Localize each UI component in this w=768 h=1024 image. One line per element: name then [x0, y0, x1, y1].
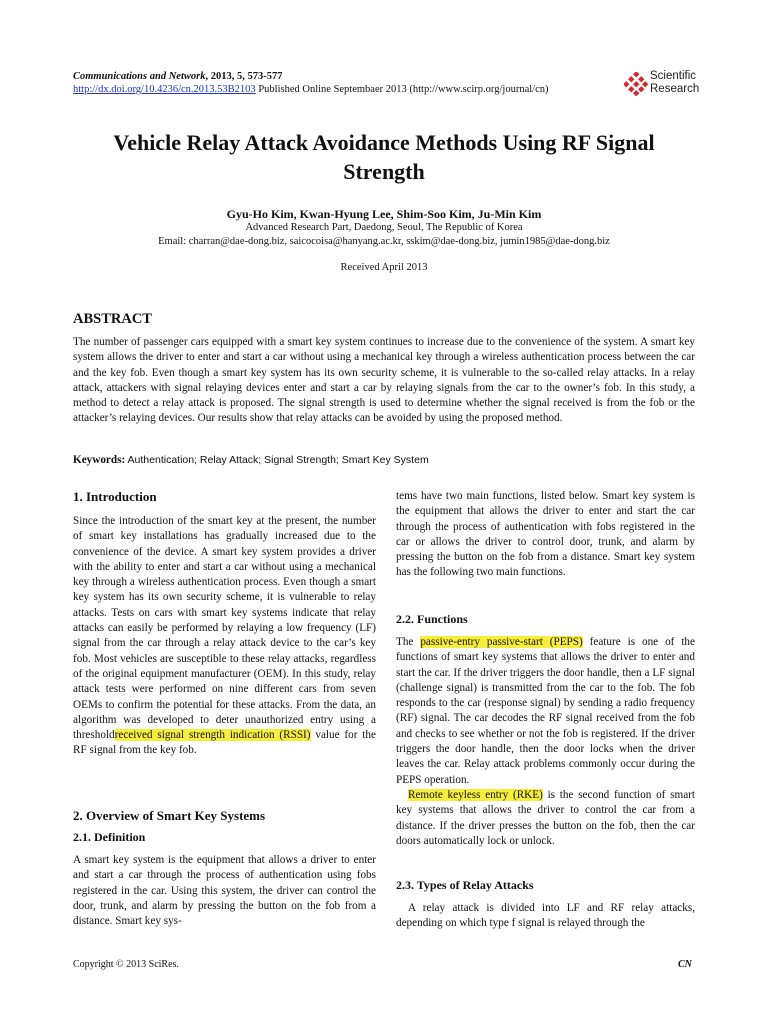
scirp-logo-icon [624, 72, 648, 96]
copyright: Copyright © 2013 SciRes. [73, 959, 179, 970]
doi-link[interactable]: http://dx.doi.org/10.4236/cn.2013.53B2103 [73, 84, 256, 95]
peps-highlight: passive-entry passive-start (PEPS) [420, 636, 583, 648]
section-1-text: Since the introduction of the smart key at the present, the number of smart key installations has gradually increased due to the convenience of the device. A smart key system provides a driver with the ability to enter and start a car without using a mechanical key through a wireless authentication process. Even though a smart key system has its own security scheme, it is vulnerable to relay attacks. Tests on cars with smart key systems indicate that relay attacks can easily be performed by relaying a low frequency (LF) signal from the car through a relay attack device to the car’s key fob. Most vehicles are susceptible to these relay attacks, regardless of the original equipment manufacturer (OEM). In this study, relay attack tests were performed on nine different cars from seven OEMs to confirm the potential for these attacks. From the data, an algorithm was developed to deter unauthorized entry using a thresholdreceived signal strength indication (RSSI) value for the RF signal from the key fob. [73, 515, 376, 757]
section-2-3-text: A relay attack is divided into LF and RF relay attacks, depending on which type f signal is relayed through the [396, 902, 695, 930]
right-column-continuation: tems have two main functions, listed below. Smart key system is the equipment that allows the driver to enter and start the car through the process of authentication with fobs registered in the car or allows the driver to control door, trunk, and alarm by pressing the button on the fob from a distance. Smart key system has the following two main functions. [396, 490, 695, 579]
abstract-text: The number of passenger cars equipped with a smart key system continues to increase due to the convenience of the system. A smart key system allows the driver to enter and start a car without using a mechanical key through a wireless authentication process between the car and the key fob. Even though a smart key system has its own security scheme, it is vulnerable to the so-called relay attacks. In a relay attack, attackers with signal relaying devices enter and start a car by relaying signals from the car to the owner’s fob. In this study, a method to detect a relay attack is proposed. The signal strength is used to determine whether the signal received is from the fob or the attacker’s relaying devices. Our results show that relay attacks can be avoided by using the proposed method. [73, 336, 695, 425]
author-emails: Email: charran@dae-dong.biz, saicocoisa@hanyang.ac.kr, sskim@dae-dong.biz, jumin1985@dae-dong.biz [158, 236, 610, 247]
journal-citation: Communications and Network, 2013, 5, 573-577 [73, 71, 283, 82]
section-2-2-text: The passive-entry passive-start (PEPS) feature is one of the functions of smart key systems that allows the driver to enter and start the car. If the driver triggers the door handle, then a LF signal (challenge signal) is transmitted from the car to the fob. The fob responds to the car (response signal) by sending a radio frequency (RF) signal. The car decodes the RF signal received from the fob and checks to see whether or not the fob is registered. If the driver triggers the door handle, then the door locks when the driver leaves the car. Relay attack problems commonly occur during the PEPS operation. Remote keyless entry (RKE) is the second function of smart key systems that allows the driver to control the car from a distance. If the driver presses the button on the fob, then the car doors automatically lock or unlock. [396, 636, 695, 847]
section-1-heading: 1. Introduction [73, 489, 157, 504]
received-date: Received April 2013 [340, 262, 428, 273]
affiliation: Advanced Research Part, Daedong, Seoul, The Republic of Korea [245, 222, 523, 233]
doi-line: http://dx.doi.org/10.4236/cn.2013.53B2103 Published Online Septembaer 2013 (http://www.scirp.org/journal/cn) [73, 84, 549, 95]
section-2-1-heading: 2.1. Definition [73, 830, 146, 844]
publisher-logo [624, 70, 704, 100]
rke-highlight: Remote keyless entry (RKE) [408, 788, 543, 801]
rssi-highlight: received signal strength indication (RSSI) [114, 729, 311, 742]
section-2-2-heading: 2.2. Functions [396, 612, 468, 626]
journal-abbr: CN [678, 959, 692, 970]
section-2-heading: 2. Overview of Smart Key Systems [73, 808, 266, 823]
authors: Gyu-Ho Kim, Kwan-Hyung Lee, Shim-Soo Kim, Ju-Min Kim [226, 207, 542, 221]
logo-wordmark: Scientific Research [650, 70, 700, 95]
section-2-1-text: A smart key system is the equipment that allows a driver to enter and start a car through the process of authentication using fobs registered in the car. Using this system, the driver can control the door, trunk, and alarm by pressing the button on the fob from a distance. Smart key sys- [73, 854, 376, 928]
paper-title: Vehicle Relay Attack Avoidance Methods Using RF Signal Strength [113, 130, 655, 184]
section-2-3-heading: 2.3. Types of Relay Attacks [396, 878, 534, 892]
keywords: Keywords: Authentication; Relay Attack; Signal Strength; Smart Key System [73, 454, 429, 466]
abstract-heading: ABSTRACT [73, 311, 152, 327]
